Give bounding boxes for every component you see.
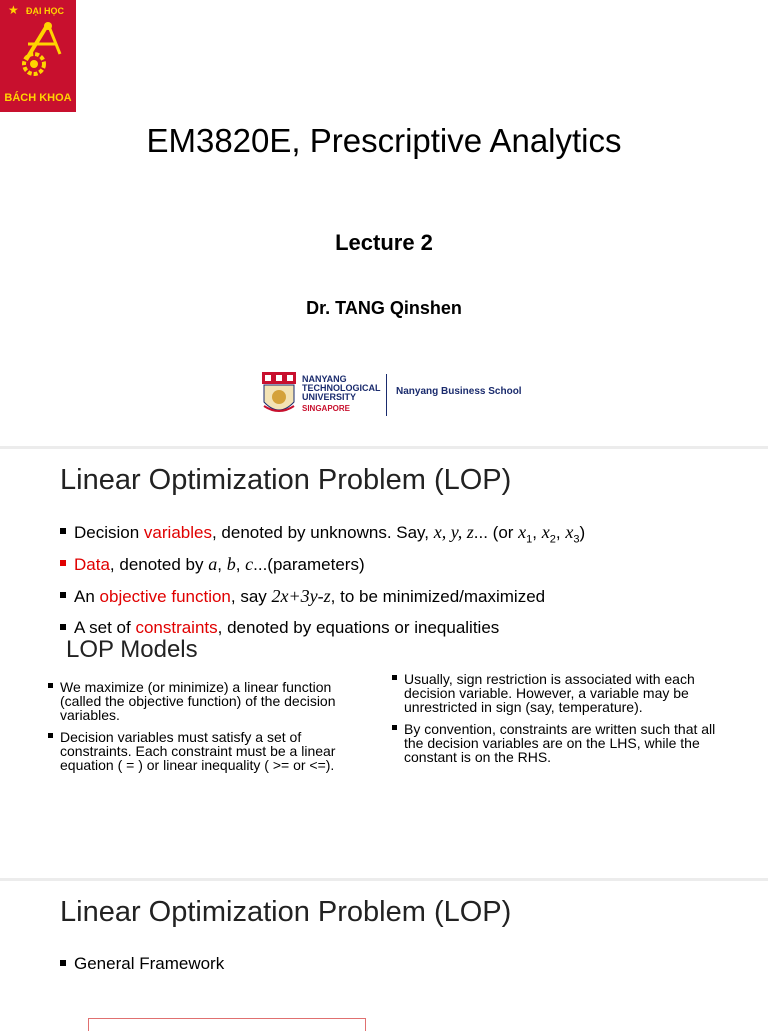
framework-formula-box <box>88 1018 366 1031</box>
compass-gear-icon <box>8 20 68 80</box>
bullet-square-icon <box>60 560 66 566</box>
lecture-number: Lecture 2 <box>335 230 433 255</box>
bullet-square-icon <box>60 592 66 598</box>
logo-top-text: ĐẠI HỌC <box>26 6 64 16</box>
list-item: By convention, constraints are written such that all the decision variables are on the LHS, while the constant is on the RHS. <box>390 722 730 764</box>
ntu-crest-icon <box>262 372 296 418</box>
list-item: Decision variables must satisfy a set of constraints. Each constraint must be a linear equation ( = ) or linear inequality ( >= or <=). <box>46 730 372 772</box>
bach-khoa-logo <box>0 0 76 112</box>
bullet-objective: An objective function, say 2x+3y-z, to be minimized/maximized <box>60 586 760 618</box>
lop-models-heading: LOP Models <box>66 636 198 663</box>
bullet-general-framework: General Framework <box>60 954 760 986</box>
bullet-square-icon <box>60 624 66 630</box>
framework-bullets <box>60 954 760 986</box>
list-item: We maximize (or minimize) a linear function (called the objective function) of the decision variables. <box>46 680 372 722</box>
slide-separator <box>0 446 768 449</box>
author-name: Dr. TANG Qinshen <box>306 298 462 318</box>
bullet-variables: Decision variables, denoted by unknowns. Say, x, y, z... (or $x_1$, $x_2$, $x_3$) <box>60 522 760 554</box>
ntu-line2: TECHNOLOGICAL <box>302 383 381 393</box>
slide2-title: Linear Optimization Problem (LOP) <box>60 464 512 496</box>
lop-models-left-column <box>46 680 372 780</box>
slide3-title: Linear Optimization Problem (LOP) <box>60 896 512 928</box>
course-title: EM3820E, Prescriptive Analytics <box>146 122 622 159</box>
list-item: Usually, sign restriction is associated with each decision variable. However, a variable may be unrestricted in sign (say, temperature). <box>390 672 730 714</box>
bullet-constraints: A set of constraints, denoted by equations or inequalities <box>60 618 760 650</box>
lop-bullets <box>60 522 760 650</box>
star-icon: ★ <box>8 3 19 17</box>
ntu-line3: UNIVERSITY <box>302 392 357 402</box>
bullet-square-icon <box>60 960 66 966</box>
lop-models-right-column <box>390 672 730 772</box>
bullet-data: Data, denoted by a, b, c...(parameters) <box>60 554 760 586</box>
bullet-square-icon <box>48 733 53 738</box>
ntu-line4: SINGAPORE <box>302 404 351 413</box>
bullet-square-icon <box>392 675 397 680</box>
logo-bottom-text: BÁCH KHOA <box>4 92 72 104</box>
ntu-logo <box>262 372 522 418</box>
bullet-square-icon <box>60 528 66 534</box>
slide-separator <box>0 878 768 881</box>
bullet-square-icon <box>392 725 397 730</box>
ntu-line1: NANYANG <box>302 374 347 384</box>
logo-divider <box>386 374 387 416</box>
bullet-square-icon <box>48 683 53 688</box>
ntu-name <box>302 375 381 413</box>
school-name: Nanyang Business School <box>396 386 522 397</box>
